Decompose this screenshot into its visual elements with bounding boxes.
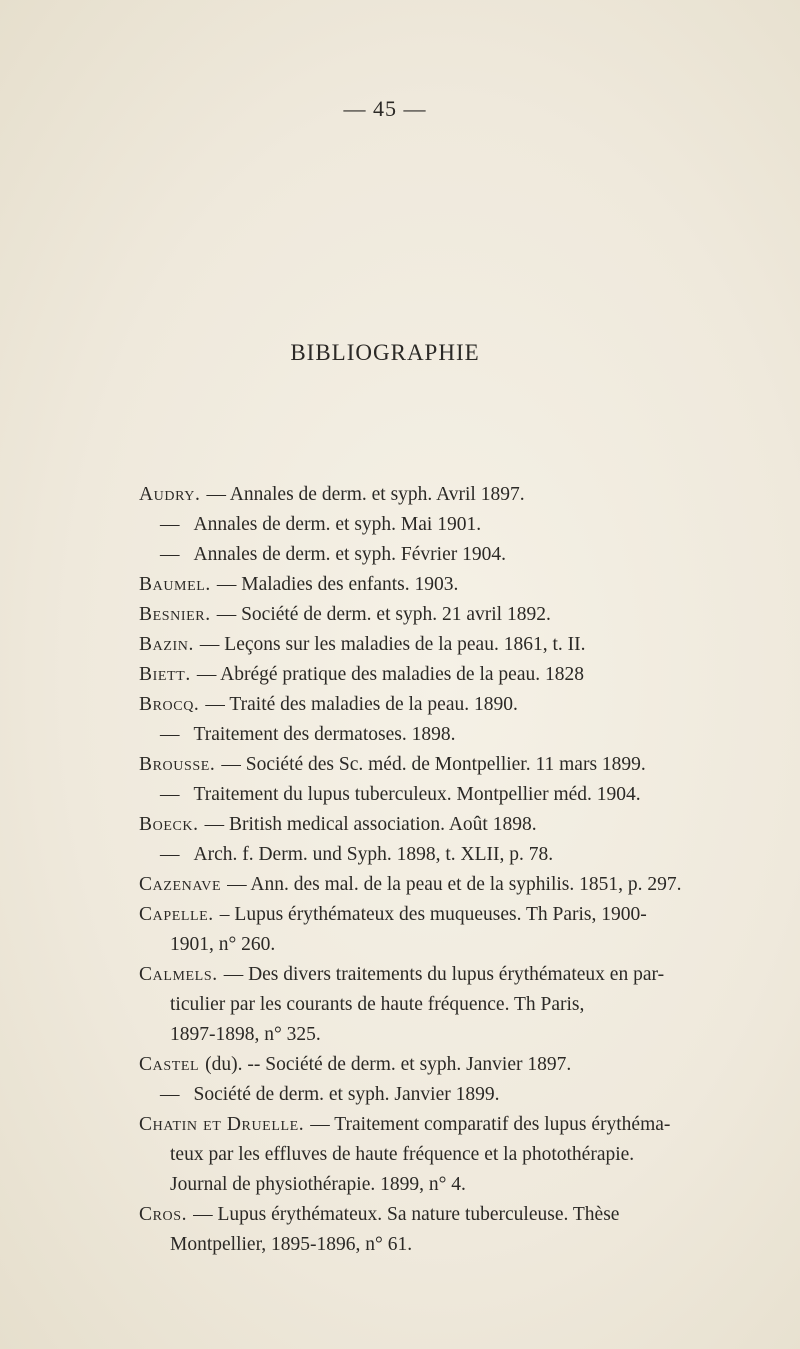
- entry-author: Cros.: [139, 1204, 188, 1225]
- bibliography-entry: [139, 900, 759, 960]
- entry-text-continued: ticulier par les courants de haute fréquence. Th Paris,: [170, 994, 585, 1015]
- entry-text: — Société des Sc. méd. de Montpellier. 11 mars 1899.: [221, 754, 646, 775]
- bibliography-entry: — Annales de derm. et syph. Février 1904.: [139, 540, 759, 570]
- bibliography-entry: [139, 660, 759, 690]
- bibliography-entry: — Société de derm. et syph. Janvier 1899.: [139, 1080, 759, 1110]
- entry-text: — Leçons sur les maladies de la peau. 1861, t. II.: [199, 634, 586, 655]
- entry-text: — Abrégé pratique des maladies de la peau. 1828: [196, 664, 584, 685]
- bibliography-entry: [139, 1050, 759, 1080]
- entry-text: — Société de derm. et syph. 21 avril 1892.: [216, 604, 551, 625]
- entry-text: — Traité des maladies de la peau. 1890.: [205, 694, 518, 715]
- bibliography-entry: [139, 480, 759, 510]
- entry-text: Annales de derm. et syph. Février 1904.: [193, 544, 506, 565]
- entry-author: Brousse.: [139, 754, 216, 775]
- entry-text-continued: Journal de physiothérapie. 1899, n° 4.: [170, 1174, 466, 1195]
- bibliography-entry: [139, 810, 759, 840]
- entry-author: Calmels.: [139, 964, 218, 985]
- entry-author: Besnier.: [139, 604, 211, 625]
- entry-author: Baumel.: [139, 574, 211, 595]
- entry-text: Traitement du lupus tuberculeux. Montpellier méd. 1904.: [193, 784, 641, 805]
- bibliography-entry: [139, 870, 759, 900]
- bibliography-entry: [139, 630, 759, 660]
- entry-text-continued: 1897-1898, n° 325.: [170, 1024, 321, 1045]
- entry-text: Traitement des dermatoses. 1898.: [193, 724, 456, 745]
- bibliography-entry: [139, 1200, 759, 1260]
- entry-text-continued: teux par les effluves de haute fréquence et la photothérapie.: [170, 1144, 635, 1165]
- page-title: BIBLIOGRAPHIE: [290, 340, 480, 365]
- bibliography-entry: [139, 600, 759, 630]
- entry-author: Chatin et Druelle.: [139, 1114, 305, 1135]
- bibliography-entry: — Traitement du lupus tuberculeux. Montpellier méd. 1904.: [139, 780, 759, 810]
- entry-author: Cazenave: [139, 874, 222, 895]
- entry-author: Biett.: [139, 664, 191, 685]
- entry-text: — Annales de derm. et syph. Avril 1897.: [206, 484, 525, 505]
- entry-text: — Maladies des enfants. 1903.: [216, 574, 459, 595]
- bibliography-entry: — Traitement des dermatoses. 1898.: [139, 720, 759, 750]
- entry-text-continued: 1901, n° 260.: [170, 934, 276, 955]
- bibliography-entry: [139, 960, 759, 1050]
- page-number: — 45 —: [343, 96, 427, 121]
- entry-text: — Ann. des mal. de la peau et de la syphilis. 1851, p. 297.: [227, 874, 682, 895]
- entry-text: — Des divers traitements du lupus érythémateux en par-: [223, 964, 665, 985]
- entry-text: (du). -- Société de derm. et syph. Janvier 1897.: [205, 1054, 572, 1075]
- entry-author: Castel: [139, 1054, 200, 1075]
- entry-text: — British medical association. Août 1898.: [204, 814, 537, 835]
- bibliography-entry: [139, 750, 759, 780]
- entry-author: Audry.: [139, 484, 201, 505]
- entry-author: Capelle.: [139, 904, 214, 925]
- entry-author: Bazin.: [139, 634, 194, 655]
- bibliography-list: [139, 480, 759, 1260]
- entry-text-continued: Montpellier, 1895-1896, n° 61.: [170, 1234, 413, 1255]
- entry-text: Annales de derm. et syph. Mai 1901.: [193, 514, 482, 535]
- entry-text: – Lupus érythémateux des muqueuses. Th Paris, 1900-: [219, 904, 647, 925]
- entry-author: Boeck.: [139, 814, 199, 835]
- bibliography-entry: [139, 570, 759, 600]
- bibliography-entry: [139, 1110, 759, 1200]
- entry-text: Arch. f. Derm. und Syph. 1898, t. XLII, p. 78.: [193, 844, 554, 865]
- bibliography-entry: — Arch. f. Derm. und Syph. 1898, t. XLII, p. 78.: [139, 840, 759, 870]
- bibliography-entry: — Annales de derm. et syph. Mai 1901.: [139, 510, 759, 540]
- bibliography-entry: [139, 690, 759, 720]
- entry-text: — Lupus érythémateux. Sa nature tuberculeuse. Thèse: [193, 1204, 620, 1225]
- entry-author: Brocq.: [139, 694, 200, 715]
- entry-text: Société de derm. et syph. Janvier 1899.: [193, 1084, 500, 1105]
- entry-text: — Traitement comparatif des lupus érythéma-: [310, 1114, 671, 1135]
